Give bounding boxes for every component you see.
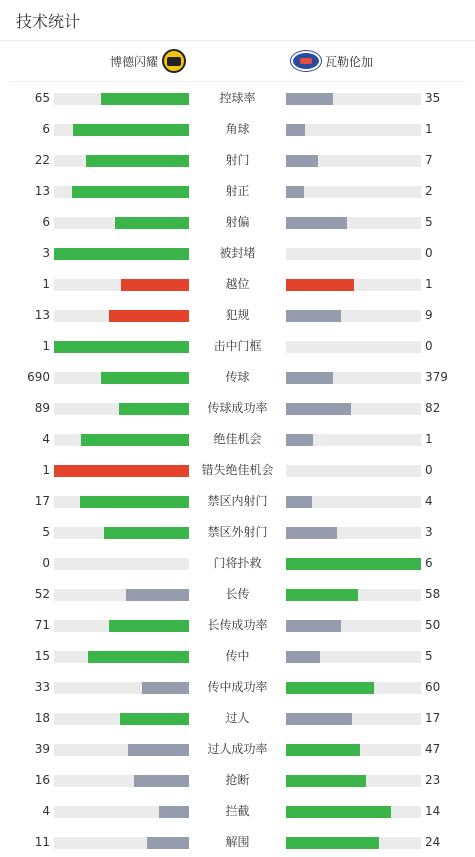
stat-label: 射门 — [225, 153, 250, 167]
away-stat-bar-fill — [286, 651, 320, 663]
away-stat-bar — [286, 744, 421, 756]
away-stat-value: 17 — [425, 711, 441, 725]
home-stat-bar — [54, 806, 189, 818]
home-stat-value: 3 — [42, 246, 50, 260]
away-stat-bar-fill — [286, 589, 358, 601]
page-header — [0, 0, 475, 41]
away-stat-bar — [286, 341, 421, 353]
home-stat-value: 1 — [42, 463, 50, 477]
home-stat-bar — [54, 682, 189, 694]
home-stat-value: 11 — [34, 835, 50, 849]
away-stat-bar-fill — [286, 217, 347, 229]
away-stat-value: 58 — [425, 587, 441, 601]
stat-label: 长传 — [225, 587, 250, 601]
away-stat-bar — [286, 465, 421, 477]
home-stat-value: 4 — [42, 432, 50, 446]
home-stat-value: 17 — [34, 494, 50, 508]
home-stat-bar-fill — [81, 434, 189, 446]
home-stat-bar — [54, 310, 189, 322]
home-stat-bar — [54, 713, 189, 725]
home-stat-value: 4 — [42, 804, 50, 818]
home-stat-value: 71 — [34, 618, 50, 632]
away-team-logo-icon — [291, 51, 321, 71]
away-stat-bar — [286, 589, 421, 601]
stat-row — [0, 770, 475, 790]
home-stat-bar — [54, 341, 189, 353]
home-stat-bar-fill — [109, 620, 189, 632]
home-stat-bar — [54, 775, 189, 787]
away-stat-bar — [286, 279, 421, 291]
home-stat-bar-fill — [80, 496, 189, 508]
home-stat-bar-fill — [86, 155, 189, 167]
home-stat-bar — [54, 496, 189, 508]
home-stat-bar-fill — [73, 124, 189, 136]
away-stat-value: 0 — [425, 246, 433, 260]
teams-row — [9, 41, 466, 82]
stat-label: 传中成功率 — [207, 680, 268, 694]
stat-row — [0, 181, 475, 201]
away-stat-bar-fill — [286, 527, 337, 539]
away-stat-bar-fill — [286, 186, 304, 198]
away-stat-value: 47 — [425, 742, 441, 756]
away-stat-bar — [286, 372, 421, 384]
away-stat-value: 2 — [425, 184, 433, 198]
stat-label: 过人 — [225, 711, 250, 725]
stat-row — [0, 584, 475, 604]
stat-row — [0, 708, 475, 728]
home-stat-value: 39 — [34, 742, 50, 756]
stat-row — [0, 677, 475, 697]
home-stat-bar — [54, 248, 189, 260]
away-stat-value: 1 — [425, 277, 433, 291]
stat-label: 越位 — [225, 277, 250, 291]
stat-label: 传球成功率 — [207, 401, 268, 415]
away-stat-bar — [286, 93, 421, 105]
away-stat-value: 0 — [425, 339, 433, 353]
home-stat-bar-fill — [134, 775, 189, 787]
away-stat-bar — [286, 775, 421, 787]
home-team — [110, 41, 186, 81]
home-stat-bar — [54, 186, 189, 198]
home-stat-value: 52 — [34, 587, 50, 601]
stat-label: 禁区外射门 — [207, 525, 268, 539]
stat-label: 击中门框 — [213, 339, 262, 353]
home-stat-value: 6 — [42, 122, 50, 136]
away-stat-bar — [286, 310, 421, 322]
away-stat-bar-fill — [286, 558, 421, 570]
away-stat-value: 6 — [425, 556, 433, 570]
stat-label: 门将扑救 — [213, 556, 262, 570]
home-stat-bar — [54, 465, 189, 477]
home-stat-bar-fill — [147, 837, 189, 849]
stat-row — [0, 522, 475, 542]
stat-label: 射正 — [225, 184, 250, 198]
home-stat-bar-fill — [54, 341, 189, 353]
away-stat-bar-fill — [286, 620, 341, 632]
away-stat-bar — [286, 682, 421, 694]
away-stat-bar — [286, 713, 421, 725]
stat-label: 长传成功率 — [207, 618, 268, 632]
away-stat-bar — [286, 527, 421, 539]
stat-row — [0, 212, 475, 232]
stat-row — [0, 274, 475, 294]
home-stat-value: 6 — [42, 215, 50, 229]
stat-label: 角球 — [225, 122, 250, 136]
home-stat-bar — [54, 837, 189, 849]
home-stat-bar — [54, 744, 189, 756]
away-stat-bar-fill — [286, 155, 318, 167]
home-team-name: 博德闪耀 — [109, 54, 158, 69]
away-stat-value: 3 — [425, 525, 433, 539]
home-stat-bar — [54, 279, 189, 291]
stat-label: 抢断 — [225, 773, 250, 787]
away-stat-bar-fill — [286, 837, 379, 849]
away-stat-value: 14 — [425, 804, 441, 818]
away-stat-bar-fill — [286, 496, 312, 508]
stat-row — [0, 832, 475, 852]
away-stat-bar-fill — [286, 124, 305, 136]
away-stat-bar-fill — [286, 372, 333, 384]
away-stat-bar — [286, 155, 421, 167]
away-stat-value: 50 — [425, 618, 441, 632]
away-stat-value: 379 — [425, 370, 448, 384]
away-team — [291, 41, 373, 81]
home-stat-value: 65 — [34, 91, 50, 105]
stat-row — [0, 739, 475, 759]
home-stat-bar-fill — [119, 403, 189, 415]
home-stat-bar-fill — [159, 806, 189, 818]
home-stat-bar-fill — [54, 248, 189, 260]
away-stat-value: 5 — [425, 215, 433, 229]
home-stat-bar — [54, 558, 189, 570]
home-stat-bar-fill — [128, 744, 189, 756]
away-stat-value: 35 — [425, 91, 441, 105]
away-stat-bar — [286, 620, 421, 632]
away-stat-value: 60 — [425, 680, 441, 694]
home-stat-bar-fill — [54, 465, 189, 477]
away-stat-value: 7 — [425, 153, 433, 167]
home-stat-value: 0 — [42, 556, 50, 570]
away-stat-bar-fill — [286, 279, 354, 291]
home-stat-bar-fill — [121, 279, 189, 291]
home-stat-value: 15 — [34, 649, 50, 663]
home-stat-bar-fill — [120, 713, 189, 725]
stat-row — [0, 367, 475, 387]
home-stat-value: 22 — [34, 153, 50, 167]
home-stat-value: 13 — [34, 308, 50, 322]
home-team-logo-icon — [162, 49, 186, 73]
home-stat-bar — [54, 434, 189, 446]
stat-label: 犯规 — [225, 308, 250, 322]
home-stat-bar-fill — [101, 372, 189, 384]
home-stat-bar-fill — [115, 217, 189, 229]
page-title: 技术统计 — [16, 11, 81, 31]
home-stat-bar-fill — [109, 310, 189, 322]
away-stat-bar-fill — [286, 713, 352, 725]
stat-row — [0, 150, 475, 170]
stat-row — [0, 305, 475, 325]
home-stat-bar — [54, 651, 189, 663]
stat-label: 传中 — [225, 649, 250, 663]
stat-label: 过人成功率 — [207, 742, 268, 756]
away-stat-bar-fill — [286, 93, 333, 105]
home-stat-bar-fill — [126, 589, 189, 601]
away-stat-value: 5 — [425, 649, 433, 663]
away-stat-bar-fill — [286, 806, 391, 818]
away-stat-bar — [286, 496, 421, 508]
away-stat-bar — [286, 124, 421, 136]
home-stat-bar-fill — [104, 527, 189, 539]
home-stat-value: 89 — [34, 401, 50, 415]
home-stat-value: 690 — [27, 370, 50, 384]
away-stat-value: 4 — [425, 494, 433, 508]
home-stat-bar-fill — [88, 651, 189, 663]
home-stat-bar-fill — [142, 682, 189, 694]
home-stat-bar — [54, 527, 189, 539]
home-stat-bar-fill — [72, 186, 189, 198]
stat-row — [0, 119, 475, 139]
stat-row — [0, 336, 475, 356]
home-stat-bar — [54, 372, 189, 384]
stat-label: 错失绝佳机会 — [201, 463, 274, 477]
stat-row — [0, 243, 475, 263]
away-stat-value: 23 — [425, 773, 441, 787]
stat-label: 禁区内射门 — [207, 494, 268, 508]
home-stat-value: 16 — [34, 773, 50, 787]
away-stat-value: 24 — [425, 835, 441, 849]
away-stat-bar — [286, 217, 421, 229]
stat-label: 绝佳机会 — [213, 432, 262, 446]
home-stat-bar — [54, 155, 189, 167]
home-stat-bar — [54, 403, 189, 415]
away-stat-bar-fill — [286, 682, 374, 694]
stat-label: 控球率 — [219, 91, 256, 105]
away-stat-bar — [286, 837, 421, 849]
stat-row — [0, 429, 475, 449]
home-stat-value: 18 — [34, 711, 50, 725]
home-stat-bar — [54, 217, 189, 229]
away-stat-bar — [286, 434, 421, 446]
away-stat-bar-fill — [286, 775, 366, 787]
home-stat-value: 5 — [42, 525, 50, 539]
away-stat-bar — [286, 558, 421, 570]
home-stat-value: 13 — [34, 184, 50, 198]
stat-row — [0, 398, 475, 418]
away-stat-value: 9 — [425, 308, 433, 322]
away-stat-value: 82 — [425, 401, 441, 415]
home-stat-value: 33 — [34, 680, 50, 694]
away-stat-bar-fill — [286, 434, 313, 446]
stat-row — [0, 615, 475, 635]
away-stat-bar-fill — [286, 403, 351, 415]
away-team-name: 瓦勒伦加 — [325, 54, 374, 69]
home-stat-bar — [54, 93, 189, 105]
away-stat-bar-fill — [286, 310, 341, 322]
home-stat-bar — [54, 620, 189, 632]
away-stat-bar — [286, 403, 421, 415]
away-stat-bar — [286, 806, 421, 818]
away-stat-bar — [286, 186, 421, 198]
stat-row — [0, 491, 475, 511]
stat-label: 解围 — [225, 835, 250, 849]
stat-label: 传球 — [225, 370, 250, 384]
stat-label: 拦截 — [225, 804, 250, 818]
away-stat-bar-fill — [286, 744, 360, 756]
home-stat-bar — [54, 124, 189, 136]
stat-row — [0, 553, 475, 573]
away-stat-value: 0 — [425, 463, 433, 477]
home-stat-bar-fill — [101, 93, 189, 105]
stat-row — [0, 646, 475, 666]
stat-row — [0, 88, 475, 108]
away-stat-bar — [286, 651, 421, 663]
home-stat-value: 1 — [42, 339, 50, 353]
home-stat-bar — [54, 589, 189, 601]
stat-label: 被封堵 — [219, 246, 256, 260]
stat-label: 射偏 — [225, 215, 250, 229]
stat-row — [0, 801, 475, 821]
away-stat-value: 1 — [425, 122, 433, 136]
stat-row — [0, 460, 475, 480]
away-stat-value: 1 — [425, 432, 433, 446]
away-stat-bar — [286, 248, 421, 260]
home-stat-value: 1 — [42, 277, 50, 291]
